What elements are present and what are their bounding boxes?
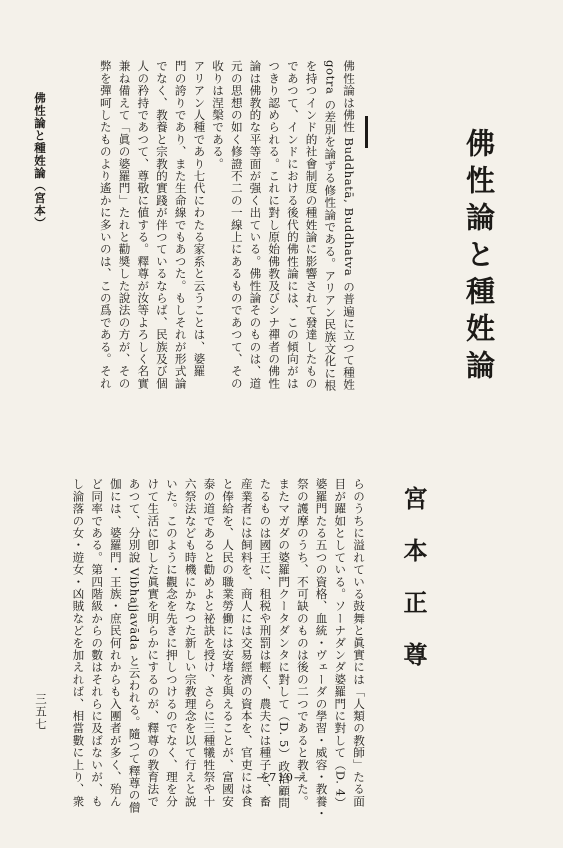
article-title: 佛性論と種姓論: [462, 128, 496, 387]
text-column: を持つインド的社會制度の種姓論に影響されて發達したもの: [304, 60, 319, 390]
text-column: あつて、分別說 Vibhajjavāda と云われる。隨つて釋尊の僧: [127, 478, 142, 814]
text-column: けて生活に卽した眞實を明らかにするのが、釋尊の教育法で: [146, 478, 161, 808]
text-column: 弊を彈呵したものより遙かに多いのは、この爲である。それ: [98, 60, 113, 390]
text-column: 婆羅門たる五つの資格、血統・ヴェーダの學習・威容・教養・: [314, 478, 329, 820]
text-column: gotra の差別を論ずる修性論である。アリアン民族文化に根: [323, 60, 338, 392]
upper-text-block: [98, 60, 358, 432]
side-page-number: 三五七: [34, 693, 48, 731]
text-column: 泰の道であると勸めよと祕訣を授け、さらに三種犧牲祭や十: [202, 478, 217, 808]
text-column: アリアン人種であり七代にわたる家系と云うことは、婆羅: [192, 60, 207, 378]
text-column: 産業者には飼料を、商人には交易經濟の資本を、官吏には食: [239, 478, 254, 808]
running-header: 佛性論と種姓論（宮本）: [33, 92, 47, 230]
text-column: たるものは國王に、租税や刑罰は輕く、農夫には種子を、畜: [258, 478, 273, 808]
text-column: またマガダの婆羅門クータダンタに對して（D. 5）政治顧問: [277, 478, 292, 810]
text-column: 元の思想の如く修證不二の一線上にあるものであつて、その: [229, 60, 244, 390]
text-column: 伽には、婆羅門・王族・庶民何れからも入團者が多く、殆ん: [108, 478, 123, 808]
page-number: —710—: [256, 770, 307, 784]
text-column: つきり認められる。これに對し原始佛教及びシナ禪者の佛性: [267, 60, 282, 390]
text-column: 人の矜持であつて、尊敬に値する。釋尊が汝等よろしく名實: [136, 60, 151, 390]
text-column: 佛性論は佛性 Buddhatā, Buddhatva の普遍に立つて種姓: [342, 60, 356, 391]
lower-text-block: [71, 478, 368, 848]
text-column: 祭の護摩のうち、不可缺のものは後の二つであると教えた。: [295, 478, 310, 808]
text-column: 六祭法なども時機にかなつた新しい宗教理念を以て行えと說: [183, 478, 198, 808]
text-column: 目が躍如としている。ソーナダンダ婆羅門に對して（D. 4）: [333, 478, 348, 810]
text-column: であつて、インドにおける後代的佛性論には、この傾向がは: [285, 60, 300, 390]
text-column: 收りは涅槃である。: [211, 60, 226, 170]
text-column: 論は佛教的な平等面が强く出ている。佛性論そのものは、道: [248, 60, 263, 390]
text-column: でなく、教養と宗教的實踐が伴つているならば、民族及び個: [154, 60, 169, 390]
text-column: いた。このように觀念を先きに押しつけるのでなく、理を分: [164, 478, 179, 808]
text-column: し淪落の女・遊女・凶賊などを加えれば、相當數に上り、衆: [71, 478, 86, 808]
text-column: らのうちに溢れている鼓舞と眞實には「人類の教師」たる面: [352, 478, 366, 808]
text-column: 門の誇りであり、また生命線でもあつた。もしそれが形式論: [173, 60, 188, 390]
text-column: ど同率である。第四階級からの數はそれらに及ばないが、も: [90, 478, 105, 808]
text-column: 兼ね備えて「眞の婆羅門」たれと勸奬した說法の方が、その: [117, 60, 132, 390]
text-column: と俸給を、人民の職業勞働には安堵を與えることが、富國安: [221, 478, 236, 808]
section-marker: [365, 116, 368, 148]
author-name: 宮本正尊: [399, 486, 428, 694]
